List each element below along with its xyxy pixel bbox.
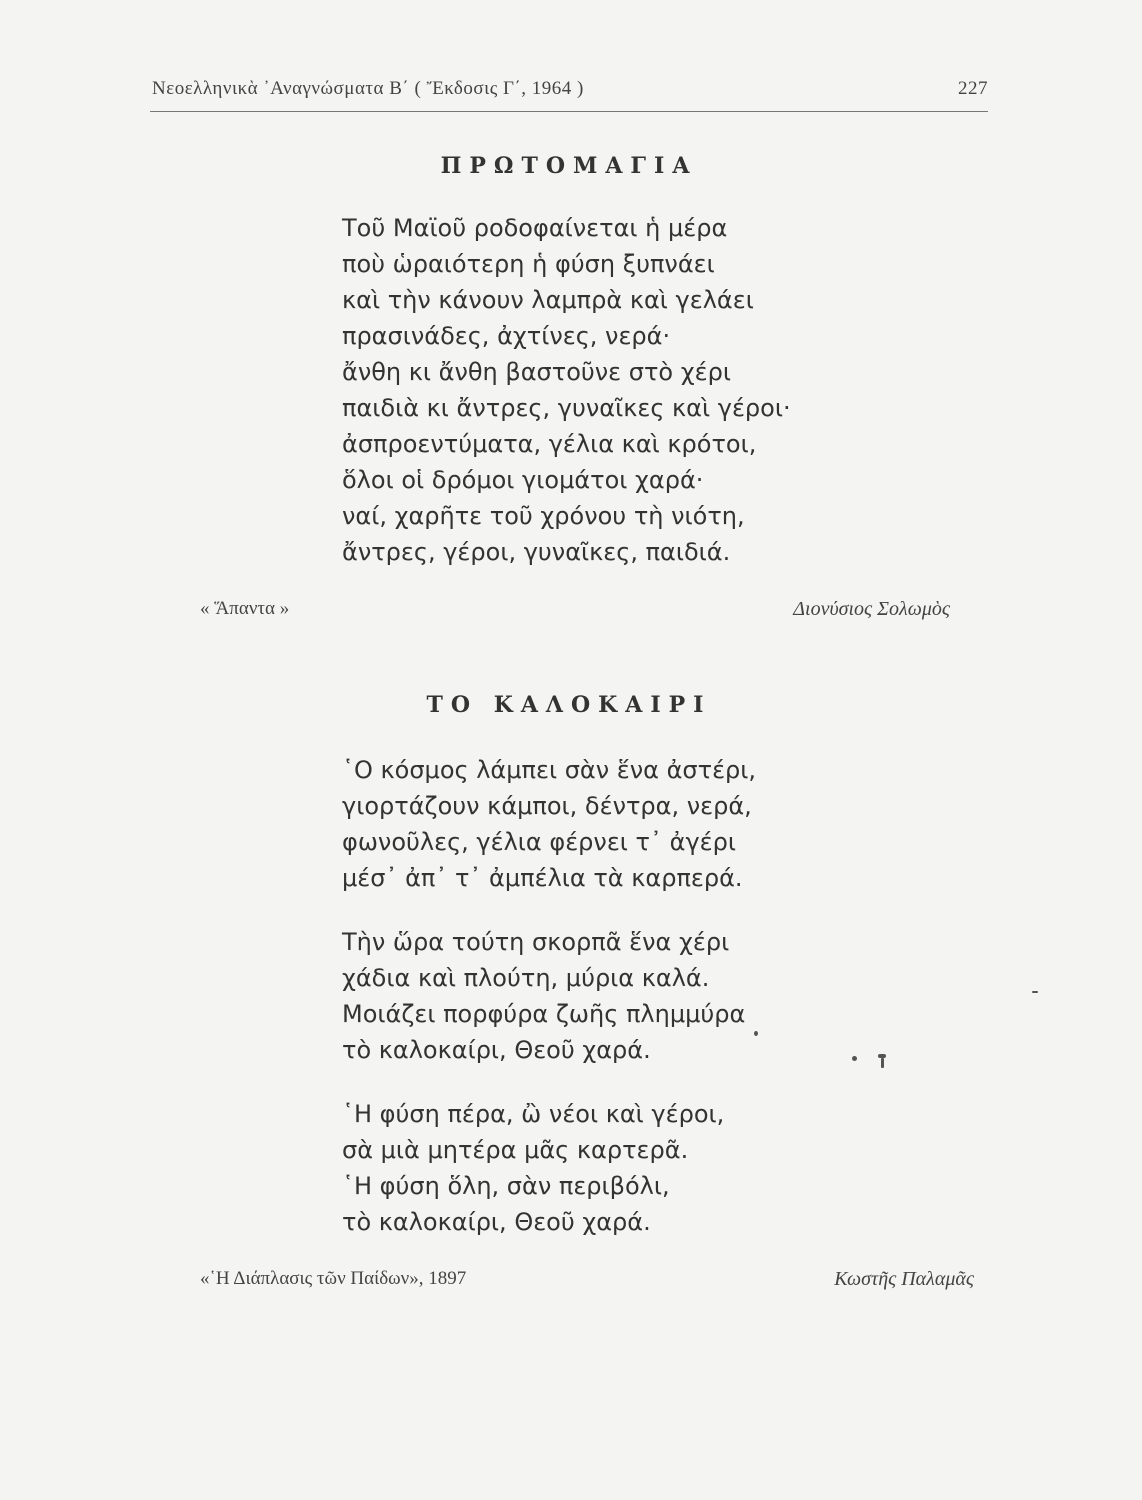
- poem1-verse: [342, 210, 791, 570]
- running-head: [152, 78, 988, 100]
- verse-line: ἀσπροεντύματα, γέλια καὶ κρότοι,: [342, 430, 757, 458]
- verse-line: ναί, χαρῆτε τοῦ χρόνου τὴ νιότη,: [342, 502, 745, 530]
- poem2-title: ΤΟ ΚΑΛΟΚΑΙΡΙ: [426, 692, 712, 718]
- verse-line: ἄνθη κι ἄνθη βαστοῦνε στὸ χέρι: [342, 358, 731, 386]
- poem1-title: ΠΡΩΤΟΜΑΓΙΑ: [440, 153, 698, 179]
- stanza-break: [342, 1068, 756, 1096]
- verse-line: ῾Η φύση πέρα, ὢ νέοι καὶ γέροι,: [342, 1100, 725, 1128]
- verse-line: ὅλοι οἱ δρόμοι γιομάτοι χαρά·: [342, 466, 704, 494]
- verse-line: φωνοῦλες, γέλια φέρνει τ᾿ ἀγέρι: [342, 828, 736, 856]
- verse-line: παιδιὰ κι ἄντρες, γυναῖκες καὶ γέροι·: [342, 394, 791, 422]
- verse-line: σὰ μιὰ μητέρα μᾶς καρτερᾶ.: [342, 1136, 689, 1164]
- ink-speck: [852, 1056, 857, 1061]
- verse-line: Μοιάζει πορφύρα ζωῆς πλημμύρα: [342, 1000, 746, 1028]
- poem1-author: Διονύσιος Σολωμὸς: [793, 598, 950, 620]
- verse-line: πρασινάδες, ἀχτίνες, νερά·: [342, 322, 671, 350]
- verse-line: καὶ τὴν κάνουν λαμπρὰ καὶ γελάει: [342, 286, 754, 314]
- verse-line: Τὴν ὥρα τούτη σκορπᾶ ἕνα χέρι: [342, 928, 730, 956]
- poem2-author: Κωστῆς Παλαμᾶς: [834, 1268, 974, 1290]
- ink-speck: [1032, 991, 1038, 993]
- header-rule: [150, 111, 988, 112]
- verse-line: ποὺ ὡραιότερη ἡ φύση ξυπνάει: [342, 250, 715, 278]
- verse-line: χάδια καὶ πλούτη, μύρια καλά.: [342, 964, 710, 992]
- verse-line: ἄντρες, γέροι, γυναῖκες, παιδιά.: [342, 538, 731, 566]
- verse-line: γιορτάζουν κάμποι, δέντρα, νερά,: [342, 792, 752, 820]
- poem1-source: « Ἅπαντα »: [200, 598, 290, 619]
- poem2-source: «῾Η Διάπλασις τῶν Παίδων», 1897: [200, 1268, 467, 1289]
- verse-line: ῾Η φύση ὅλη, σὰν περιβόλι,: [342, 1172, 670, 1200]
- verse-line: Τοῦ Μαϊοῦ ροδοφαίνεται ἡ μέρα: [342, 214, 728, 242]
- verse-line: τὸ καλοκαίρι, Θεοῦ χαρά.: [342, 1208, 651, 1236]
- stanza-break: [342, 896, 756, 924]
- verse-line: ῾Ο κόσμος λάμπει σὰν ἕνα ἀστέρι,: [342, 756, 757, 784]
- verse-line: τὸ καλοκαίρι, Θεοῦ χαρά.: [342, 1036, 651, 1064]
- poem2-verse: [342, 752, 756, 1240]
- verse-line: μέσ᾿ ἀπ᾿ τ᾿ ἀμπέλια τὰ καρπερά.: [342, 864, 743, 892]
- running-title: Νεοελληνικὰ ᾿Αναγνώσματα Β΄ ( Ἔκδοσις Γ΄, 1964 ): [152, 78, 584, 99]
- page-number: 227: [958, 78, 988, 99]
- ink-speck: [754, 1031, 758, 1036]
- ink-speck: [881, 1058, 884, 1068]
